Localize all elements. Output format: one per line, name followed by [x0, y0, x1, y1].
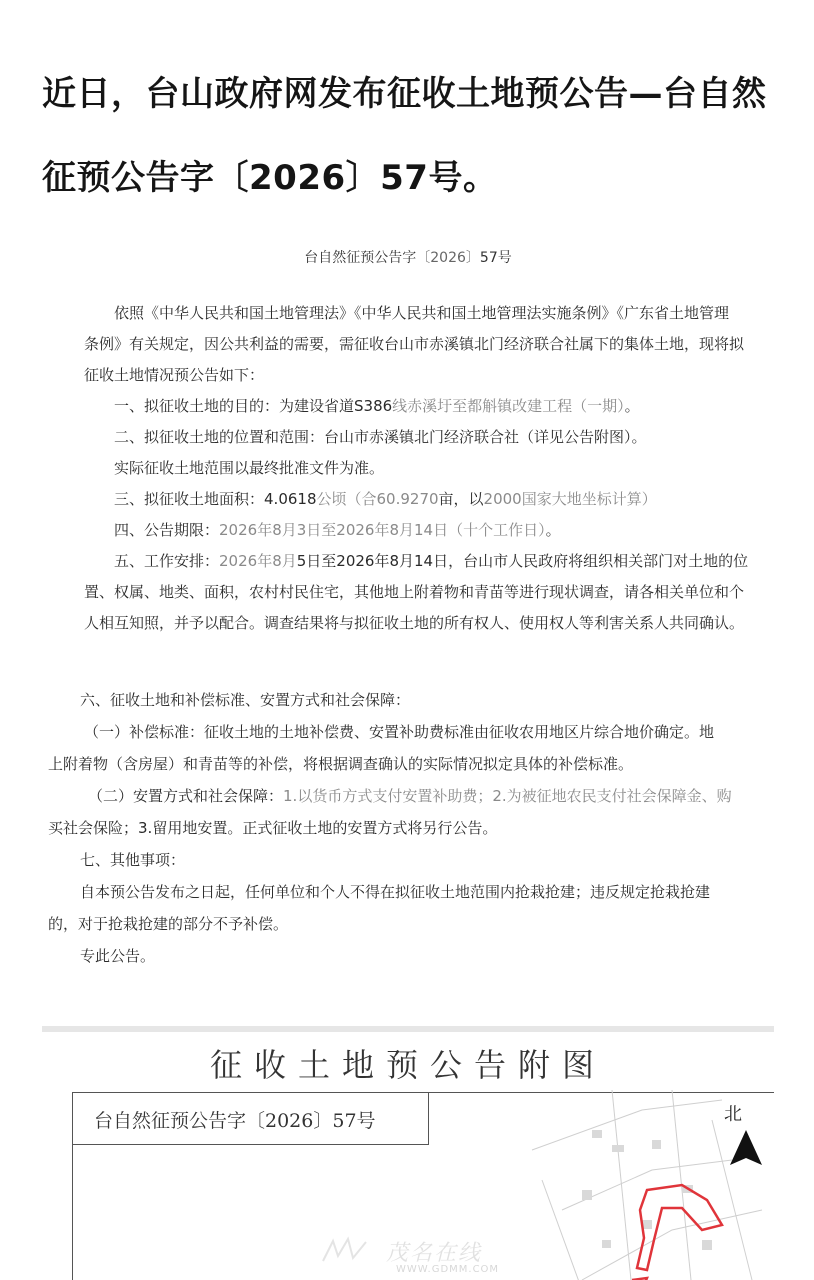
- attached-map: [42, 1032, 774, 1280]
- item-7-line-1: 自本预公告发布之日起，任何单位和个人不得在拟征收土地范围内抢栽抢建；违反规定抢栽抢建: [80, 883, 711, 901]
- site-watermark: [318, 1236, 548, 1280]
- item-6-sub-2-line-1: （二）安置方式和社会保障：1.以货币方式支付安置补助费；2.为被征地农民支付社会保障金、购: [88, 787, 732, 805]
- notice-title: 台自然征预公告字〔2026〕57号: [304, 250, 512, 266]
- item-6-sub-1-line-1: （一）补偿标准：征收土地的土地补偿费、安置补助费标准由征收农用地区片综合地价确定。地: [84, 723, 715, 741]
- intro-line-3: 征收土地情况预公告如下：: [84, 366, 265, 384]
- intro-line-1: 依照《中华人民共和国土地管理法》《中华人民共和国土地管理法实施条例》《广东省土地管理: [114, 304, 730, 322]
- item-6: 六、征收土地和补偿标准、安置方式和社会保障：: [80, 691, 411, 709]
- north-label: 北: [724, 1104, 742, 1125]
- closing-text: 专此公告。: [80, 947, 156, 965]
- item-2: 二、拟征收土地的位置和范围：台山市赤溪镇北门经济联合社（详见公告附图）。: [114, 428, 647, 446]
- map-title: 征收土地预公告附图: [209, 1046, 606, 1084]
- headline-line-1: 近日，台山政府网发布征收土地预公告—台自然: [42, 74, 767, 114]
- headline-line-2: 征预公告字〔2026〕57号。: [42, 158, 498, 198]
- item-7-line-2: 的，对于抢栽抢建的部分不予补偿。: [48, 915, 289, 933]
- watermark-logo-icon: [318, 1236, 378, 1266]
- item-1: 一、拟征收土地的目的：为建设省道S386线赤溪圩至都斛镇改建工程（一期）。: [114, 397, 640, 415]
- notice-body: [38, 248, 778, 639]
- watermark-url: WWW.GDMM.COM: [396, 1264, 500, 1275]
- item-7: 七、其他事项：: [80, 851, 186, 869]
- item-5-line-3: 人相互知照，并予以配合。调查结果将与拟征收土地的所有权人、使用权人等利害关系人共同确认。: [84, 614, 745, 632]
- item-5-line-2: 置、权属、地类、面积，农村村民住宅，其他地上附着物和青苗等进行现状调查，请各相关单位和个: [84, 583, 745, 601]
- watermark-text: 茂名在线: [386, 1241, 483, 1266]
- item-3: 三、拟征收土地面积：4.0618公顷（合60.9270亩，以2000国家大地坐标计算）: [114, 490, 657, 508]
- intro-line-2: 条例》有关规定，因公共利益的需要，需征收台山市赤溪镇北门经济联合社属下的集体土地，现将拟: [84, 335, 745, 353]
- map-document-label: 台自然征预公告字〔2026〕57号: [94, 1110, 376, 1132]
- item-2-note: 实际征收土地范围以最终批准文件为准。: [114, 459, 385, 477]
- notice-body-continued: [46, 684, 786, 972]
- item-6-sub-2-line-2: 买社会保险；3.留用地安置。正式征收土地的安置方式将另行公告。: [48, 819, 498, 837]
- north-arrow-icon: [730, 1130, 762, 1165]
- item-6-sub-1-line-2: 上附着物（含房屋）和青苗等的补偿，将根据调查确认的实际情况拟定具体的补偿标准。: [48, 755, 634, 773]
- item-5: 五、工作安排：2026年8月5日至2026年8月14日，台山市人民政府将组织相关部门对土地的位: [114, 552, 749, 570]
- article-headline: [42, 52, 792, 220]
- item-4: 四、公告期限：2026年8月3日至2026年8月14日（十个工作日）。: [114, 521, 561, 539]
